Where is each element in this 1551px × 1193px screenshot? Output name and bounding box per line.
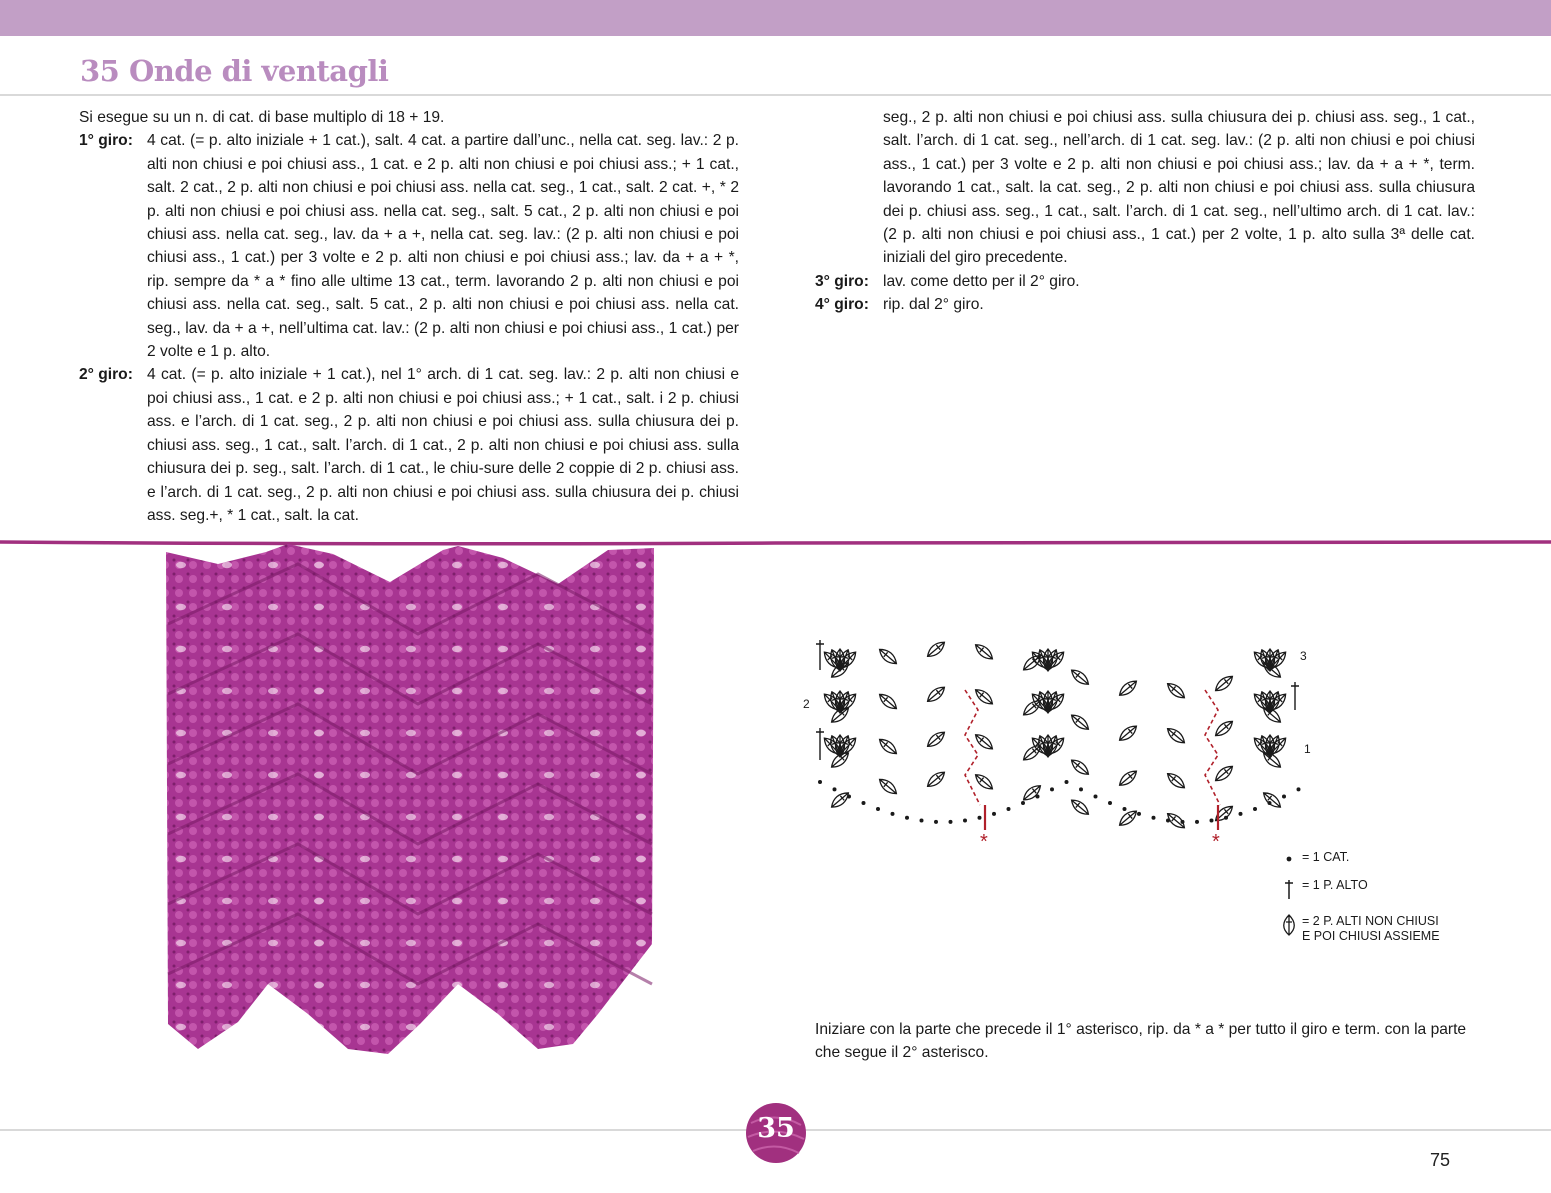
- stitch-diagram: [800, 630, 1320, 850]
- treble-stitch: [816, 640, 824, 670]
- treble-stitch: [816, 728, 824, 760]
- left-text-column: [79, 106, 739, 527]
- round-4-label: 4° giro:: [815, 296, 869, 314]
- chain-stitch: [1282, 794, 1286, 798]
- top-color-bar: [0, 0, 1551, 36]
- chain-stitch: [1050, 787, 1054, 791]
- symbol-legend: [1278, 850, 1498, 960]
- round-4: [815, 293, 1475, 316]
- round-2-label: 2° giro:: [79, 366, 133, 384]
- cluster-stitch: [925, 769, 948, 790]
- cluster-stitch: [973, 686, 996, 707]
- chain-stitch: [876, 807, 880, 811]
- legend-label-treble: = 1 P. ALTO: [1302, 878, 1368, 892]
- legend-label-cluster: = 2 P. ALTI NON CHIUSI E POI CHIUSI ASSIEME: [1302, 914, 1440, 943]
- cluster-stitch: [925, 639, 948, 660]
- cluster-stitch: [1165, 725, 1188, 746]
- chain-stitch: [1021, 801, 1025, 805]
- asterisk-marker-right: *: [1212, 831, 1220, 850]
- round-1-label: 1° giro:: [79, 132, 133, 150]
- legend-item-cluster: [1278, 914, 1440, 944]
- cluster-stitch: [1069, 757, 1092, 778]
- asterisk-marker-left: *: [980, 831, 988, 850]
- page-title: 35 Onde di ventagli: [80, 54, 389, 88]
- cluster-stitch: [925, 729, 948, 750]
- stitch-number-badge: 35: [757, 1113, 795, 1144]
- cluster-stitch: [1021, 782, 1044, 803]
- cluster-stitch: [973, 771, 996, 792]
- chain-stitch: [1152, 816, 1156, 820]
- round-3-text: lav. come detto per il 2° giro.: [883, 272, 1080, 290]
- dot-icon: [1278, 850, 1300, 872]
- cluster-stitch: [1165, 680, 1188, 701]
- diagram-instructions: Iniziare con la parte che precede il 1° asterisco, rip. da * a * per tutto il giro e term. con la parte che segue il 2° asterisco.: [815, 1021, 1467, 1062]
- round-2: [79, 363, 739, 527]
- chain-stitch: [1108, 801, 1112, 805]
- chain-stitch: [1253, 807, 1257, 811]
- round-2-continued: seg., 2 p. alti non chiusi e poi chiusi ass. sulla chiusura dei p. chiusi ass. seg., 1 cat., salt. l’arch. di 1 cat. seg., nell’arch. di 1 cat. seg. lav.: (2 p. alti non chiusi e poi chiusi ass., 1 cat.) per 3 volte e 2 p. alti non chiusi e poi chiusi ass.; lav. da + a + *, term. lavorando 1 cat., salt. la cat. seg., 2 p. alti non chiusi e poi chiusi ass. sulla chiusura dei p. chiusi ass. seg., 1 cat., salt. l’arch. di 1 cat. seg., nell’ultimo arch. di 1 cat. lav.: (2 p. alti non chiusi e poi chiusi ass., 1 cat.) per 2 volte, 1 p. alto sulla 3ª delle cat. iniziali del giro precedente.: [883, 109, 1475, 267]
- round-3: [815, 270, 1475, 293]
- legend-item-chain: [1278, 850, 1349, 872]
- chain-stitch: [1094, 794, 1098, 798]
- cluster-stitch: [1165, 770, 1188, 791]
- chain-stitch: [1007, 807, 1011, 811]
- cluster-stitch: [1213, 673, 1236, 694]
- cluster-icon: [1278, 914, 1300, 936]
- legend-item-treble: [1278, 878, 1368, 900]
- chain-stitch: [1195, 820, 1199, 824]
- row-label-1: 1: [1304, 742, 1311, 756]
- chain-stitch: [1079, 787, 1083, 791]
- chain-stitch: [1123, 807, 1127, 811]
- cluster-stitch: [1069, 712, 1092, 733]
- cluster-stitch: [1261, 789, 1284, 810]
- round-3-label: 3° giro:: [815, 272, 869, 290]
- treble-stitch: [1291, 682, 1299, 710]
- chain-stitch: [1297, 787, 1301, 791]
- chain-stitch: [978, 816, 982, 820]
- chain-stitch: [963, 818, 967, 822]
- chain-stitch: [992, 812, 996, 816]
- treble-icon: [1278, 878, 1300, 900]
- intro-text: Si esegue su un n. di cat. di base multiplo di 18 + 19.: [79, 109, 445, 126]
- right-text-column: [815, 106, 1475, 317]
- chain-stitch: [833, 787, 837, 791]
- chain-stitch: [920, 818, 924, 822]
- page-number: 75: [1430, 1150, 1451, 1170]
- cluster-stitch: [925, 684, 948, 705]
- cluster-stitch: [973, 641, 996, 662]
- chain-stitch: [934, 820, 938, 824]
- cluster-stitch: [1213, 718, 1236, 739]
- chain-stitch: [905, 816, 909, 820]
- chain-stitch: [818, 780, 822, 784]
- chain-stitch: [891, 812, 895, 816]
- cluster-stitch: [877, 691, 900, 712]
- crochet-swatch-photo: [158, 544, 658, 1066]
- chain-stitch: [1065, 780, 1069, 784]
- row-label-2: 2: [803, 697, 810, 711]
- cluster-stitch: [877, 776, 900, 797]
- cluster-stitch: [973, 731, 996, 752]
- cluster-stitch: [829, 789, 852, 810]
- cluster-stitch: [1117, 678, 1140, 699]
- round-4-text: rip. dal 2° giro.: [883, 296, 984, 314]
- chain-stitch: [1239, 812, 1243, 816]
- cluster-stitch: [1117, 768, 1140, 789]
- chain-stitch: [1137, 812, 1141, 816]
- title-divider: [0, 94, 1551, 96]
- cluster-stitch: [1213, 763, 1236, 784]
- legend-label-chain: = 1 CAT.: [1302, 850, 1350, 864]
- round-2-text: 4 cat. (= p. alto iniziale + 1 cat.), nel 1° arch. di 1 cat. seg. lav.: 2 p. alti non chiusi e poi chiusi ass., 1 cat. e 2 p. alti non chiusi e poi chiusi ass.; + 1 cat., salt. i 2 p. chiusi ass. e l’arch. di 1 cat. seg., 2 p. alti non chiusi e poi chiusi ass. sulla chiusura dei p. chiusi ass. seg., 1 cat., salt. l’arch. di 1 cat., 2 p. alti non chiusi e poi chiusi ass. sulla chiusura dei p. seg., salt. l’arch. di 1 cat., le chiu-sure delle 2 coppie di 2 p. chiusi ass. e l’arch. di 1 cat. seg., 2 p. alti non chiusi e poi chiusi ass. sulla chiusura dei p. chiusi ass. seg.+, * 1 cat., salt. la cat.: [147, 366, 739, 524]
- cluster-stitch: [1069, 667, 1092, 688]
- round-1: [79, 129, 739, 363]
- chain-stitch: [1210, 818, 1214, 822]
- chain-stitch: [862, 801, 866, 805]
- row-label-3: 3: [1300, 649, 1307, 663]
- cluster-stitch: [1069, 797, 1092, 818]
- cluster-stitch: [1117, 723, 1140, 744]
- cluster-stitch: [1213, 803, 1236, 824]
- cluster-stitch: [877, 736, 900, 757]
- chain-stitch: [949, 820, 953, 824]
- cluster-stitch: [877, 646, 900, 667]
- cluster-stitch: [1117, 808, 1140, 829]
- round-1-text: 4 cat. (= p. alto iniziale + 1 cat.), salt. 4 cat. a partire dall’unc., nella cat. seg. lav.: 2 p. alti non chiusi e poi chiusi ass., 1 cat. e 2 p. alti non chiusi e poi chiusi ass.; + 1 cat., salt. 2 cat., 2 p. alti non chiusi e poi chiusi ass. nella cat. seg., 1 cat., salt. 2 cat. +, * 2 p. alti non chiusi e poi chiusi ass. nella cat. seg., salt. 5 cat., 2 p. alti non chiusi e poi chiusi ass. nella cat. seg., lav. da + a +, nella cat. seg. lav.: (2 p. alti non chiusi e poi chiusi ass., 1 cat.) per 3 volte e 2 p. alti non chiusi e poi chiusi ass.; lav. da + a + *, rip. sempre da * a * fino alle ultime 13 cat., term. lavorando 2 p. alti non chiusi e poi chiusi ass. nella cat. seg., salt. 5 cat., 2 p. alti non chiusi e poi chiusi ass. nella cat. seg., lav. da + a +, nell’ultima cat. lav.: (2 p. alti non chiusi e poi chiusi ass., 1 cat.) per 2 volte e 1 p. alto.: [147, 132, 739, 361]
